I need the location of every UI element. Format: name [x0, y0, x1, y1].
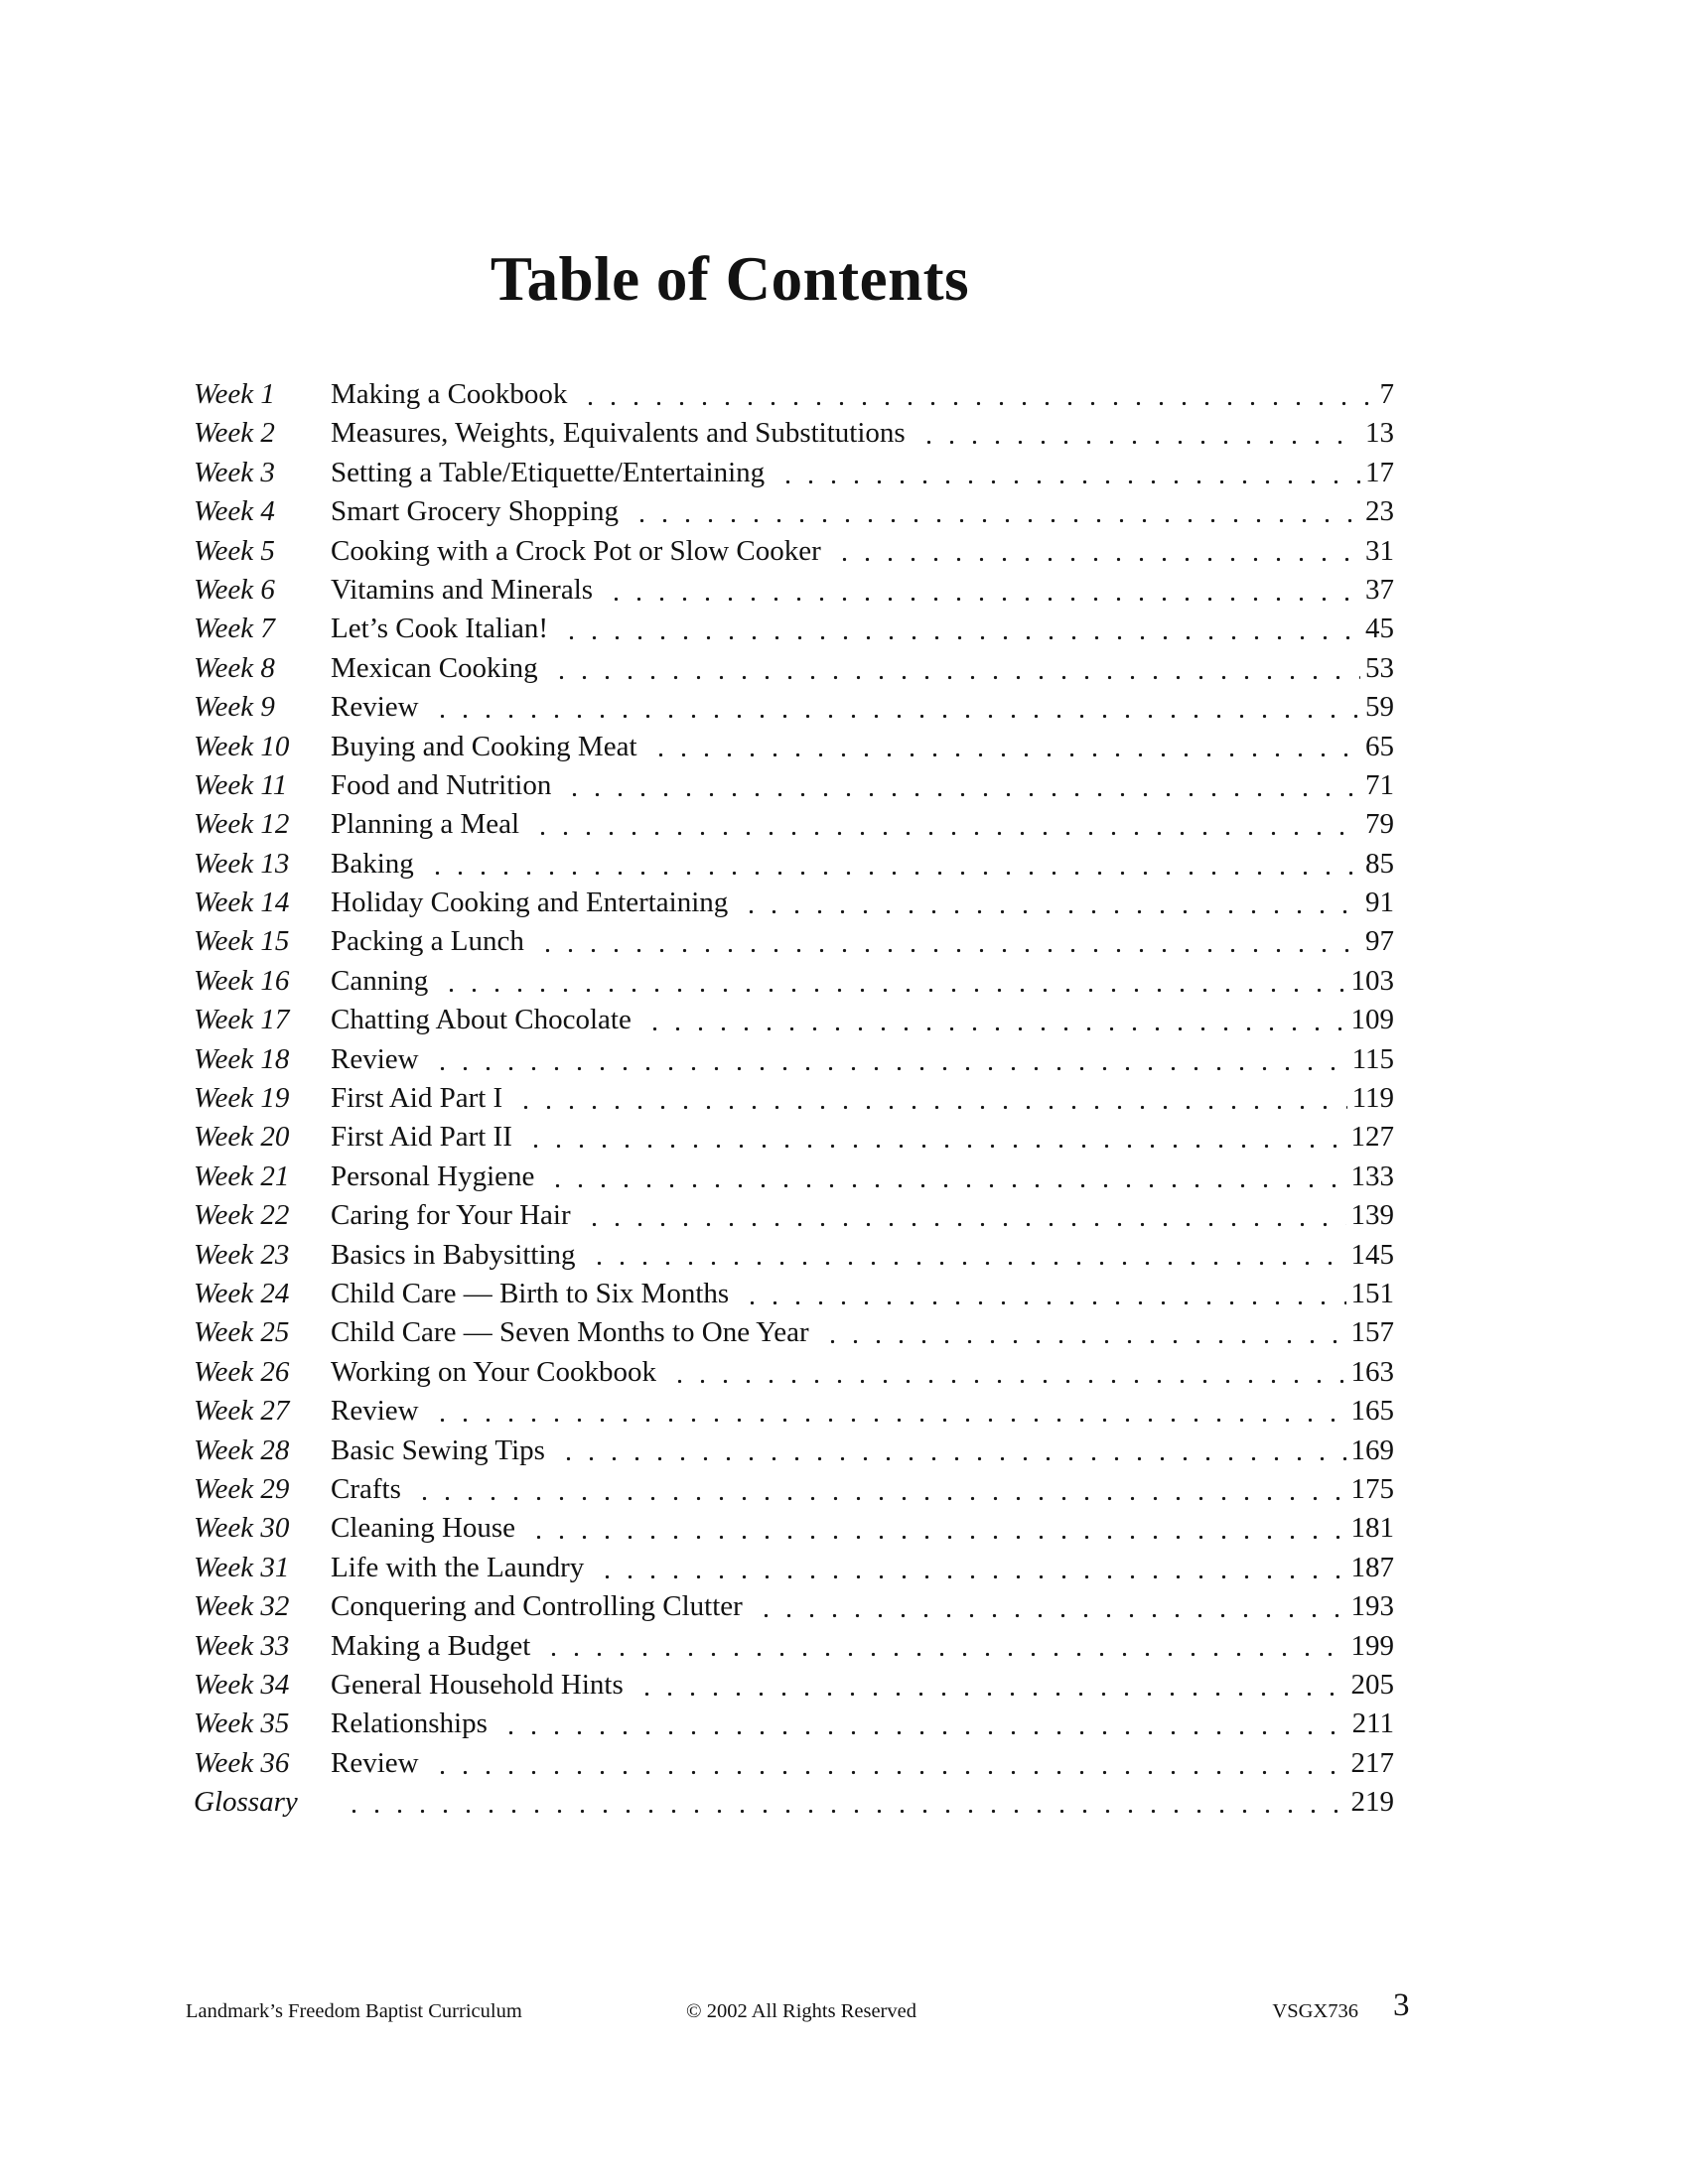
toc-entry-page-number: 45: [1365, 613, 1394, 645]
toc-entry-page-number: 79: [1365, 808, 1394, 841]
toc-entry-week-label: Week 1: [194, 378, 275, 410]
toc-entry-page-number: 157: [1350, 1316, 1394, 1349]
toc-dot-leader: [425, 688, 1360, 727]
toc-entry-week-label: Week 19: [194, 1082, 290, 1115]
toc-entry-page-number: 193: [1350, 1590, 1394, 1623]
toc-entry-page-number: 145: [1350, 1238, 1394, 1271]
toc-entry: [194, 766, 1394, 805]
toc-entry-week-label: Week 17: [194, 1004, 290, 1036]
toc-entry-page-number: 37: [1365, 573, 1394, 606]
toc-entry-week-label: Week 16: [194, 964, 290, 997]
toc-dot-leader: [599, 571, 1360, 610]
toc-dot-leader: [493, 1705, 1347, 1743]
toc-entry: [194, 571, 1394, 610]
toc-entry: [194, 1001, 1394, 1039]
footer-page-number: 3: [1393, 1987, 1410, 2023]
toc-entry: [194, 649, 1394, 688]
toc-entry-week-label: Week 29: [194, 1472, 290, 1505]
toc-entry-title: Basics in Babysitting: [331, 1238, 576, 1271]
toc-entry-title: Measures, Weights, Equivalents and Substitutions: [331, 417, 906, 450]
toc-entry: [194, 1040, 1394, 1079]
toc-entry-title: Canning: [331, 964, 429, 997]
toc-dot-leader: [815, 1313, 1346, 1352]
toc-entry-title: Life with the Laundry: [331, 1551, 585, 1583]
toc-dot-leader: [407, 1470, 1346, 1509]
toc-entry: [194, 1196, 1394, 1235]
toc-entry-title: First Aid Part II: [331, 1121, 512, 1154]
toc-entry-week-label: Week 5: [194, 534, 275, 567]
toc-entry-title: Food and Nutrition: [331, 768, 552, 801]
toc-entry-week-label: Week 25: [194, 1316, 290, 1349]
table-of-contents: [194, 375, 1394, 1822]
toc-entry: [194, 1627, 1394, 1666]
toc-dot-leader: [536, 1627, 1345, 1666]
toc-entry-week-label: Week 4: [194, 495, 275, 528]
toc-entry-page-number: 181: [1350, 1512, 1394, 1545]
toc-entry: [194, 1079, 1394, 1118]
footer-copyright: © 2002 All Rights Reserved: [686, 2000, 916, 2022]
toc-entry-page-number: 97: [1365, 925, 1394, 958]
toc-entry: [194, 1744, 1394, 1783]
toc-entry-week-label: Week 24: [194, 1277, 290, 1309]
toc-entry-title: Cleaning House: [331, 1512, 516, 1545]
toc-entry-week-label: Week 23: [194, 1238, 290, 1271]
toc-entry: [194, 1158, 1394, 1196]
toc-entry-week-label: Week 27: [194, 1395, 290, 1428]
footer-publisher: Landmark’s Freedom Baptist Curriculum: [186, 2000, 522, 2022]
toc-entry-week-label: Week 13: [194, 847, 290, 880]
toc-entry: [194, 884, 1394, 922]
toc-entry: [194, 962, 1394, 1001]
toc-entry-page-number: 109: [1350, 1004, 1394, 1036]
toc-entry-page-number: 187: [1350, 1551, 1394, 1583]
toc-entry: [194, 1705, 1394, 1743]
toc-entry: [194, 1783, 1394, 1822]
toc-entry-week-label: Week 28: [194, 1433, 290, 1466]
toc-entry-week-label: Week 35: [194, 1707, 290, 1740]
toc-entry-page-number: 23: [1365, 495, 1394, 528]
toc-entry-title: Planning a Meal: [331, 808, 520, 841]
toc-dot-leader: [662, 1353, 1346, 1392]
toc-entry: [194, 688, 1394, 727]
toc-entry-week-label: Week 11: [194, 768, 288, 801]
toc-entry: [194, 728, 1394, 766]
toc-entry-title: First Aid Part I: [331, 1082, 503, 1115]
toc-dot-leader: [577, 1196, 1346, 1235]
toc-entry-title: Holiday Cooking and Entertaining: [331, 887, 729, 919]
toc-entry-title: Personal Hygiene: [331, 1160, 535, 1192]
toc-entry-week-label: Week 34: [194, 1668, 290, 1701]
toc-entry-week-label: Week 9: [194, 691, 275, 724]
toc-entry-title: Review: [331, 1395, 419, 1428]
toc-dot-leader: [420, 845, 1360, 884]
toc-entry-page-number: 165: [1350, 1395, 1394, 1428]
toc-entry-page-number: 175: [1350, 1472, 1394, 1505]
toc-entry-title: Conquering and Controlling Clutter: [331, 1590, 743, 1623]
toc-entry-title: Vitamins and Minerals: [331, 573, 594, 606]
toc-entry: [194, 805, 1394, 844]
toc-entry-week-label: Week 7: [194, 613, 275, 645]
toc-entry-week-label: Week 32: [194, 1590, 290, 1623]
toc-dot-leader: [551, 1432, 1346, 1470]
toc-dot-leader: [590, 1549, 1345, 1587]
toc-dot-leader: [573, 375, 1374, 414]
toc-entry-page-number: 199: [1350, 1629, 1394, 1662]
toc-entry-page-number: 217: [1350, 1746, 1394, 1779]
toc-entry-week-label: Week 31: [194, 1551, 290, 1583]
toc-dot-leader: [518, 1118, 1346, 1157]
toc-entry-week-label: Week 2: [194, 417, 275, 450]
toc-dot-leader: [749, 1587, 1346, 1626]
toc-dot-leader: [530, 922, 1360, 961]
toc-dot-leader: [540, 1158, 1345, 1196]
toc-entry-page-number: 31: [1365, 534, 1394, 567]
toc-entry-page-number: 133: [1350, 1160, 1394, 1192]
toc-dot-leader: [637, 1001, 1346, 1039]
toc-entry-title: Packing a Lunch: [331, 925, 524, 958]
toc-entry-title: Let’s Cook Italian!: [331, 613, 549, 645]
toc-entry-page-number: 151: [1350, 1277, 1394, 1309]
toc-dot-leader: [525, 805, 1360, 844]
toc-entry-title: General Household Hints: [331, 1668, 624, 1701]
toc-entry-page-number: 211: [1351, 1707, 1394, 1740]
toc-entry-page-number: 103: [1350, 964, 1394, 997]
toc-entry-page-number: 7: [1379, 378, 1394, 410]
toc-entry-page-number: 13: [1365, 417, 1394, 450]
toc-dot-leader: [625, 492, 1360, 531]
toc-dot-leader: [544, 649, 1360, 688]
toc-entry-page-number: 71: [1365, 768, 1394, 801]
toc-entry: [194, 1432, 1394, 1470]
toc-dot-leader: [771, 454, 1360, 492]
toc-entry-page-number: 127: [1350, 1121, 1394, 1154]
toc-entry: [194, 454, 1394, 492]
toc-dot-leader: [735, 1275, 1345, 1313]
toc-entry-title: Buying and Cooking Meat: [331, 730, 637, 762]
toc-dot-leader: [521, 1509, 1345, 1548]
toc-entry-week-label: Week 36: [194, 1746, 290, 1779]
toc-entry-week-label: Week 8: [194, 651, 275, 684]
toc-entry-title: Review: [331, 1042, 419, 1075]
toc-entry: [194, 1666, 1394, 1705]
toc-entry-week-label: Week 33: [194, 1629, 290, 1662]
toc-entry-week-label: Week 26: [194, 1355, 290, 1388]
toc-entry-page-number: 115: [1351, 1042, 1394, 1075]
toc-entry: [194, 1353, 1394, 1392]
toc-dot-leader: [508, 1079, 1346, 1118]
toc-entry-title: Caring for Your Hair: [331, 1199, 571, 1232]
toc-entry-week-label: Glossary: [194, 1786, 298, 1819]
toc-entry-title: Mexican Cooking: [331, 651, 538, 684]
toc-entry-week-label: Week 6: [194, 573, 275, 606]
toc-entry: [194, 414, 1394, 453]
toc-entry-week-label: Week 21: [194, 1160, 290, 1192]
toc-entry-page-number: 91: [1365, 887, 1394, 919]
toc-entry: [194, 1313, 1394, 1352]
toc-dot-leader: [630, 1666, 1346, 1705]
toc-entry: [194, 845, 1394, 884]
toc-dot-leader: [425, 1744, 1346, 1783]
toc-entry: [194, 610, 1394, 648]
toc-dot-leader: [827, 532, 1360, 571]
toc-entry: [194, 1549, 1394, 1587]
toc-entry-page-number: 119: [1351, 1082, 1394, 1115]
toc-entry-page-number: 65: [1365, 730, 1394, 762]
toc-entry-page-number: 205: [1350, 1668, 1394, 1701]
toc-entry: [194, 1470, 1394, 1509]
toc-entry-title: Working on Your Cookbook: [331, 1355, 656, 1388]
toc-entry-title: Setting a Table/Etiquette/Entertaining: [331, 456, 766, 488]
toc-entry-page-number: 59: [1365, 691, 1394, 724]
toc-entry-week-label: Week 10: [194, 730, 290, 762]
toc-entry-page-number: 169: [1350, 1433, 1394, 1466]
toc-entry-title: Baking: [331, 847, 414, 880]
toc-entry-page-number: 53: [1365, 651, 1394, 684]
toc-entry-title: Making a Budget: [331, 1629, 531, 1662]
page-title: Table of Contents: [490, 244, 970, 314]
toc-entry: [194, 1236, 1394, 1275]
toc-entry-week-label: Week 20: [194, 1121, 290, 1154]
toc-dot-leader: [337, 1783, 1346, 1822]
toc-entry: [194, 1118, 1394, 1157]
toc-entry-page-number: 139: [1350, 1199, 1394, 1232]
toc-entry: [194, 375, 1394, 414]
toc-entry-title: Basic Sewing Tips: [331, 1433, 545, 1466]
toc-entry-page-number: 85: [1365, 847, 1394, 880]
toc-entry-week-label: Week 22: [194, 1199, 290, 1232]
toc-entry-title: Relationships: [331, 1707, 488, 1740]
toc-entry-title: Child Care — Birth to Six Months: [331, 1277, 730, 1309]
toc-entry-week-label: Week 15: [194, 925, 290, 958]
toc-entry-week-label: Week 3: [194, 456, 275, 488]
toc-entry-title: Making a Cookbook: [331, 378, 568, 410]
toc-dot-leader: [554, 610, 1360, 648]
toc-entry-title: Review: [331, 1746, 419, 1779]
footer-product-code: VSGX736: [1272, 2000, 1358, 2022]
toc-entry-title: Child Care — Seven Months to One Year: [331, 1316, 809, 1349]
toc-entry: [194, 922, 1394, 961]
toc-entry: [194, 532, 1394, 571]
toc-dot-leader: [557, 766, 1360, 805]
toc-dot-leader: [425, 1392, 1346, 1431]
toc-entry: [194, 1392, 1394, 1431]
toc-dot-leader: [582, 1236, 1346, 1275]
toc-entry-page-number: 163: [1350, 1355, 1394, 1388]
toc-dot-leader: [434, 962, 1345, 1001]
toc-entry-week-label: Week 30: [194, 1512, 290, 1545]
toc-entry-title: Crafts: [331, 1472, 401, 1505]
toc-entry: [194, 492, 1394, 531]
toc-dot-leader: [425, 1040, 1347, 1079]
toc-entry: [194, 1275, 1394, 1313]
toc-entry-title: Chatting About Chocolate: [331, 1004, 632, 1036]
toc-entry-page-number: 219: [1350, 1786, 1394, 1819]
toc-dot-leader: [734, 884, 1360, 922]
toc-dot-leader: [643, 728, 1360, 766]
toc-dot-leader: [912, 414, 1360, 453]
toc-entry-title: Smart Grocery Shopping: [331, 495, 619, 528]
toc-entry-page-number: 17: [1365, 456, 1394, 488]
toc-entry-title: Review: [331, 691, 419, 724]
toc-entry-week-label: Week 12: [194, 808, 290, 841]
toc-entry: [194, 1509, 1394, 1548]
toc-entry-week-label: Week 18: [194, 1042, 290, 1075]
toc-entry-week-label: Week 14: [194, 887, 290, 919]
toc-entry-title: Cooking with a Crock Pot or Slow Cooker: [331, 534, 821, 567]
toc-entry: [194, 1587, 1394, 1626]
